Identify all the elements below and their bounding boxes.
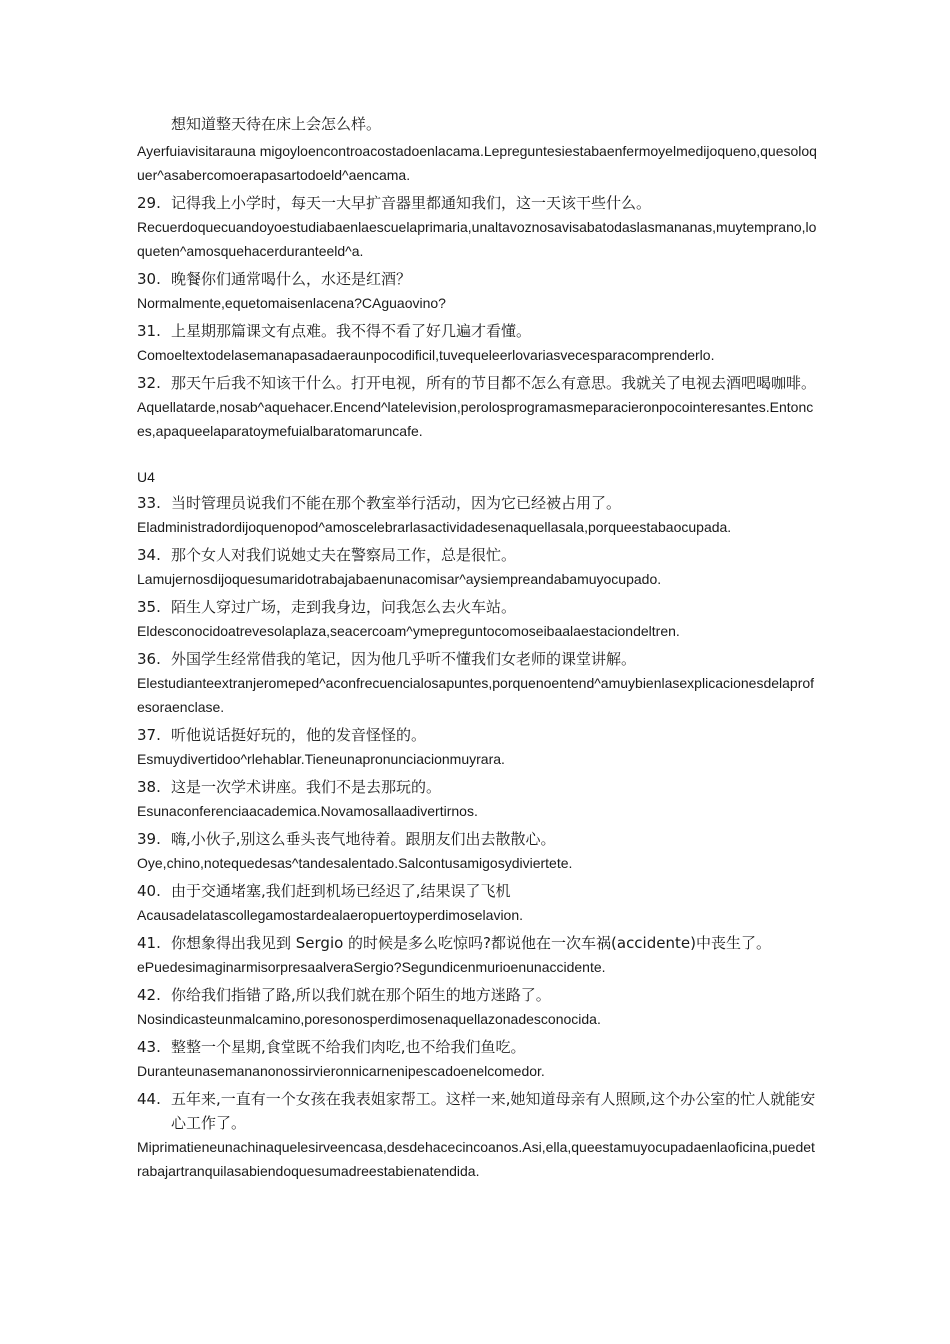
item-chinese: 整整一个星期,食堂既不给我们肉吃,也不给我们鱼吃。 xyxy=(171,1038,526,1056)
item-chinese: 陌生人穿过广场，走到我身边，问我怎么去火车站。 xyxy=(171,598,517,616)
item-spanish: Aquellatarde,nosab^aquehacer.Encend^latelevision,perolosprogramasmeparacieronpocointeresantes.Entonces,apaqueelaparatoymefuialbaratomaruncafe. xyxy=(137,399,814,439)
item-number: 32. xyxy=(137,374,161,392)
item-spanish: Elestudianteextranjeromeped^aconfrecuencialosapuntes,porquenoentend^amuybienlasexplicacionesdelaprofesoraenclase. xyxy=(137,675,815,715)
item-spanish: Recuerdoquecuandoyoestudiabaenlaescuelaprimaria,unaltavoznosavisabatodaslasmananas,muytemprano,loqueten^amosquehacerduranteeld^a. xyxy=(137,219,817,259)
item-number: 29. xyxy=(137,194,161,212)
item-chinese: 上星期那篇课文有点难。我不得不看了好几遍才看懂。 xyxy=(171,322,532,340)
item-chinese: 嗨,小伙子,别这么垂头丧气地待着。跟朋友们出去散散心。 xyxy=(171,830,556,848)
item-number: 38. xyxy=(137,778,161,796)
exercise-list-a xyxy=(137,191,817,443)
exercise-item xyxy=(137,595,817,643)
item-number: 33. xyxy=(137,494,161,512)
exercise-item xyxy=(137,931,817,979)
item-chinese: 听他说话挺好玩的，他的发音怪怪的。 xyxy=(171,726,427,744)
item-number: 42. xyxy=(137,986,161,1004)
item-number: 43. xyxy=(137,1038,161,1056)
exercise-item xyxy=(137,371,817,443)
item-spanish: Eladministradordijoquenopod^amoscelebrarlasactividadesenaquellasala,porqueestabaocupada. xyxy=(137,519,732,535)
exercise-item xyxy=(137,1035,817,1083)
item-chinese: 你给我们指错了路,所以我们就在那个陌生的地方迷路了。 xyxy=(171,986,551,1004)
item-number: 40. xyxy=(137,882,161,900)
item-number: 41. xyxy=(137,934,161,952)
item-spanish: Nosindicasteunmalcamino,poresonosperdimosenaquellazonadesconocida. xyxy=(137,1011,601,1027)
exercise-item xyxy=(137,543,817,591)
exercise-item xyxy=(137,319,817,367)
item-chinese: 记得我上小学时，每天一大早扩音器里都通知我们，这一天该干些什么。 xyxy=(171,194,652,212)
item-number: 30. xyxy=(137,270,161,288)
item-spanish: Lamujernosdijoquesumaridotrabajabaenunacomisar^aysiempreandabamuyocupado. xyxy=(137,571,662,587)
item-spanish: Esmuydivertidoo^rlehablar.Tieneunapronunciacionmuyrara. xyxy=(137,751,505,767)
exercise-item xyxy=(137,879,817,927)
item-spanish: Acausadelatascollegamostardealaeropuertoyperdimoselavion. xyxy=(137,907,524,923)
exercise-list-b xyxy=(137,491,817,1183)
exercise-item xyxy=(137,647,817,719)
item-number: 34. xyxy=(137,546,161,564)
item-number: 37. xyxy=(137,726,161,744)
exercise-item xyxy=(137,723,817,771)
item-number: 35. xyxy=(137,598,161,616)
exercise-item xyxy=(137,827,817,875)
exercise-item xyxy=(137,1087,817,1183)
item-spanish: ePuedesimaginarmisorpresaalveraSergio?Segundicenmurioenunaccidente. xyxy=(137,959,606,975)
unit-heading: U4 xyxy=(137,469,155,485)
exercise-item xyxy=(137,983,817,1031)
item-number: 44. xyxy=(137,1090,161,1108)
item-chinese: 晚餐你们通常喝什么，水还是红酒？ xyxy=(171,270,412,288)
exercise-item xyxy=(137,191,817,263)
item-chinese: 这是一次学术讲座。我们不是去那玩的。 xyxy=(171,778,442,796)
item-number: 36. xyxy=(137,650,161,668)
exercise-item xyxy=(137,491,817,539)
item-number: 39. xyxy=(137,830,161,848)
item-number: 31. xyxy=(137,322,161,340)
item-chinese: 当时管理员说我们不能在那个教室举行活动，因为它已经被占用了。 xyxy=(171,494,622,512)
exercise-item xyxy=(137,775,817,823)
item-spanish: Oye,chino,notequedesas^tandesalentado.Salcontusamigosydiviertete. xyxy=(137,855,573,871)
exercise-item xyxy=(137,267,817,315)
document-body xyxy=(137,112,817,1187)
item-chinese: 外国学生经常借我的笔记，因为他几乎听不懂我们女老师的课堂讲解。 xyxy=(171,650,637,668)
item-spanish: Eldesconocidoatrevesolaplaza,seacercoam^ymepreguntocomoseibaalaestaciondeltren. xyxy=(137,623,680,639)
item-chinese: 由于交通堵塞,我们赶到机场已经迟了,结果误了飞机 xyxy=(171,882,511,900)
item-spanish: Esunaconferenciaacademica.Novamosallaadivertirnos. xyxy=(137,803,478,819)
item-chinese: 那个女人对我们说她丈夫在警察局工作，总是很忙。 xyxy=(171,546,517,564)
item-chinese: 五年来,一直有一个女孩在我表姐家帮工。这样一来,她知道母亲有人照顾,这个办公室的忙人就能安心工作了。 xyxy=(171,1090,816,1132)
item-chinese: 那天午后我不知该干什么。打开电视，所有的节目都不怎么有意思。我就关了电视去酒吧喝咖啡。 xyxy=(171,374,817,392)
item-spanish: Comoeltextodelasemanapasadaeraunpocodificil,tuvequeleerlovariasvecesparacomprenderlo. xyxy=(137,347,715,363)
intro-spanish-text: Ayerfuiavisitarauna migoyloencontroacostadoenlacama.Lepreguntesiestabaenfermoyelmedijoqueno,quesoloquer^asabercomoerapasartodoeld^aencama. xyxy=(137,143,817,183)
item-spanish: Normalmente,equetomaisenlacena?CAguaovino? xyxy=(137,295,446,311)
item-spanish: Duranteunasemananonossirvieronnicarnenipescadoenelcomedor. xyxy=(137,1063,545,1079)
intro-chinese-text: 想知道整天待在床上会怎么样。 xyxy=(171,115,382,133)
item-spanish: Miprimatieneunachinaquelesirveencasa,desdehacecincoanos.Asi,ella,queestamuyocupadaenlaoficina,puedetrabajartranquilasabiendoquesumadreestabienatendida. xyxy=(137,1139,815,1179)
item-chinese: 你想象得出我见到 Sergio 的时候是多么吃惊吗?都说他在一次车祸(accidente)中丧生了。 xyxy=(171,934,771,952)
